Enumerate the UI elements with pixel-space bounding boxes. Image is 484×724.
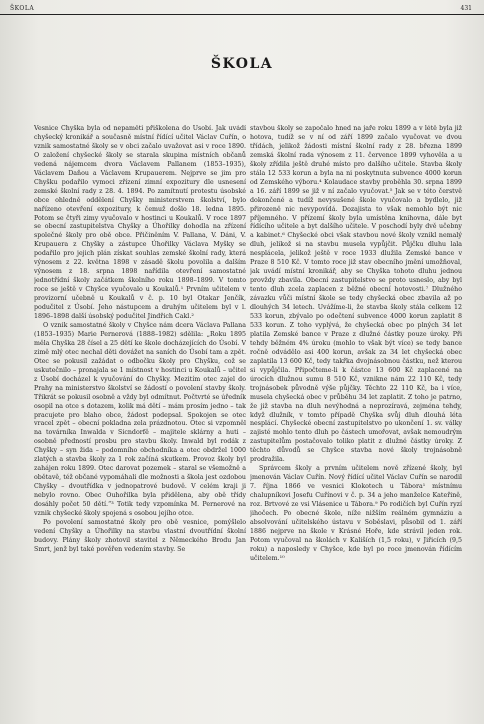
running-header (0, 3, 484, 15)
right-column (250, 125, 462, 715)
paragraph: stavbou školy se započalo hned na jaře roku 1899 a v létě byla již hotova, tudíž se v ní od září 1899 začalo vyučovat ve dvou třídách, jelikož žádosti místní školní rady z 28. března 1899 zemská školní rada výnosem z 11. července 1899 vyhověla a u školy zřídila ještě druhé místo pro dalšího učitele. Stavba školy stála 12 533 korun a byla na ni poskytnuta subvence 4000 korun od Zemského výboru.⁴ Kolaudace stavby proběhla 30. srpna 1899 a 16. září 1899 se již v ní začalo vyučovat.⁵ Jak se v této čerstvě dokončené a tudíž nevysušené škole vyučovalo a bydlelo, již přirozeně nic nevypovídá. Dozajista to však nemohlo být nic příjemného. V přízemí školy byla umístěna knihovna, dále byt řídícího učitele a byt dalšího učitele. V poschodí byly dvě učebny a kabinet.⁶ Chyšecké obci však stavbou nové školy vznikl nemalý dluh, jelikož si na stavbu musela vypůjčit. Půjčku dluhu lala nesplácela, jelikož ještě v roce 1933 dlužila Zemské bance v Praze 8 510 Kč. V tomto roce již stav obecního jmění umožňoval, jak uvádí místní kronikář, aby se Chyška tohoto dluhu jednou provždy zbavila. Obecní zastupitelstvo se proto usneslo, aby byl tento dluh zcela zaplacen z běžné obecní hotovosti.⁷ Dlužného závazku vůči místní škole se tedy chyšecká obec zbavila až po dlouhých 34 letech. Uvážíme-li, že stavba školy stála celkem 12 533 korun, zbývalo po odečtení subvence 4000 korun zaplatit 8 533 korun. Z toho vyplývá, že chyšecká obec po plných 34 let platila Zemské bance v Praze z dlužné částky pouze úroky. Při tehdy běžném 4% úroku (mohlo to však být více) se tedy bance ročně odvádělo asi 400 korun, avšak za 34 let chyšecká obec zaplatila 13 600 Kč, tedy takřka dvojnásobnou částku, než kterou si vypůjčila. Připočteme-li k částce 13 600 Kč zaplacené na úrocích dlužnou sumu 8 510 Kč, vznikne nám 22 110 Kč, tedy trojnásobek původně výše půjčky. Těchto 22 110 Kč, ba i více, musela chyšecká obec v průběhu 34 let zaplatit. Z toho je patrno, že již stavba na dluh nevýhodná a neprozíravá, zejména tehdy, když dlužník, v tomto případě Chyška svůj dluh dlouhá léta nesplácí. Chyšecké obecní zastupitelstvo po ukončení 1. sv. války zajisté mohlo tento dluh po částech umořovat, avšak nemoudrým zastupitelům postačovalo toliko platit z dlužné částky úroky. Z těchto důvodů se Chyšce stavba nové školy trojnásobně prodražila. (250, 125, 462, 464)
chapter-title: ŠKOLA (210, 56, 274, 72)
paragraph: Vesnice Chyška byla od nepaměti přiškolena do Úsobí. Jak uvádí chyšecký kronikář a současně místní řídící učitel Václav Cuřín, o vznik samostatné školy se v obci začalo uvažovat asi v roce 1890. O založení chyšecké školy se starala skupina místních občanů vedená nájemcem dvora Václavem Pallanem (1853–1935), Václavem Daňou a Václavem Krupauerem. Nejprve se jim pro Chyšku podařilo vymoci zřízení zimní expozitury dle usnesení zemské školní rady z 28. 4. 1894. Po zamítnutí protestu úsobské obce ohledně oddělení Chyšky ministerstvem školství, bylo nařízeno otevření expozitury, k čemuž došlo 18. ledna 1895. Potom se čtyři zimy vyučovalo v hostinci u Koukalů. V roce 1897 se obecní zastupitelstva Chyšky a Úhořilky dohodla na zřízení společné školy pro obě obce. Přičiněním V. Pallana, V. Dáni, V. Krupauera z Chyšky a zástupce Úhořilky Václava Myšky se podařilo pro jejich plán získat souhlas zemské školní rady, která výnosem z 22. května 1898 v zásadě školu povolila a dalším výnosem z 18. srpna 1898 nařídila otevření samostatné jednotřídní školy začátkem školního roku 1898–1899. V tomto roce se ještě v Chyšce vyučovalo u Koukalů.¹ Prvním učitelem v provizorní učebně u Koukalů v č. p. 10 byl Otakar Jenčík, podučitel z Úsobí. Jeho nástupcem a druhým učitelem byl v l. 1896–1898 další úsobský podučitel Jindřich Cakl.² (34, 125, 246, 321)
paragraph: O vznik samostatné školy v Chyšce nám dcera Václava Pallana (1853–1935) Marie Pernerová (1888–1982) sdělila: „Roku 1895 měla Chyška 28 čísel a 25 dětí ke škole docházejících do Úsobí. V zimě mlý otec nechal děti dovážet na saních do Úsobí tam a zpět. Otec se pokusil zažádat o odbočku školy pro Chyšku, což se uskutečnilo – pronajala se 1 místnost v hostinci u Koukalů – učitel z Úsobí docházel k vyučování do Chyšky. Mezitím otec zajel do Prahy na ministerstvo školství se žádostí o povolení stavby školy. Třikrát se pokusil osobně a vždy byl odmítnut. Počtvrté se úředník osopil na otce s dotazem, kolik má dětí – mám prosím jedno – tak pracujete pro blaho obce, žádost podepsal. Spokojen se otec vracel zpět – obecní pokladna zela prázdnotou. Otec si vzpomněl na továrníka Inwalda v Sicndorfě – majitele sklárny a huti – osobně předností prosbu pro stavbu školy. Inwald byl rodák z Chyšky – syn žida – podomního obchodníka a otec obdržel 1000 zlatých a stavba školy za 1 rok začíná skutkem. Provoz školy byl zahájen roku 1899. Otec darovat pozemek – staral se všemožně a obětavě, též občané vypomáhali dle možnosti a škola jest ozdobou Chyšky – dvoutřídka v jednopatrové budově. V celém kraji ji nebylo rovno. Obec Ouhořilka byla přidělena, aby obě třídy dosáhly počet 50 dětí.“³ Totik tedy vzpomínka M. Pernerové na vznik chyšecké školy spojená s osobou jejího otce. (34, 321, 246, 517)
paragraph: Po povolení samostatné školy pro obě vesnice, pomýšlelo vedení Chyšky a Úhořilky na stavbu vlastní dvoutřídní školní budovy. Plány školy zhotovil stavitel z Německého Brodu Jan Smrt, jenž byl také pověřen vedením stavby. Se (34, 518, 246, 553)
left-column (34, 125, 246, 715)
page-number: 431 (460, 5, 472, 12)
paragraph: Správcem školy a prvním učitelem nově zřízené školy, byl jmenován Václav Cuřín. Nový řídící učitel Václav Cuřín se narodil 7. října 1866 ve vesnici Klokotech u Tábora¹ místnímu chalupníkovi Josefu Cuřínovi v č. p. 34 a jeho manželce Kateřině, roz. Brtvové ze vsi Vlásenice u Tábora.⁹ Po rodičích byl Cuřín ryzí jihočech. Po obecné škole, níže nižším reálném gymnáziu a absolvování učitelského ústavu v Soběslavi, působil od 1. září 1886 nejprve na škole v Krásné Hoře, kde strávil jeden rok. Potom vyučoval na školách v Kališích (1,5 roku), v Jiřicích (9,5 roku) a naposledy v Chyšce, kde byl po roce jmenován řídícím učitelem.¹⁰ (250, 465, 462, 562)
running-head-title: ŠKOLA (10, 5, 35, 12)
